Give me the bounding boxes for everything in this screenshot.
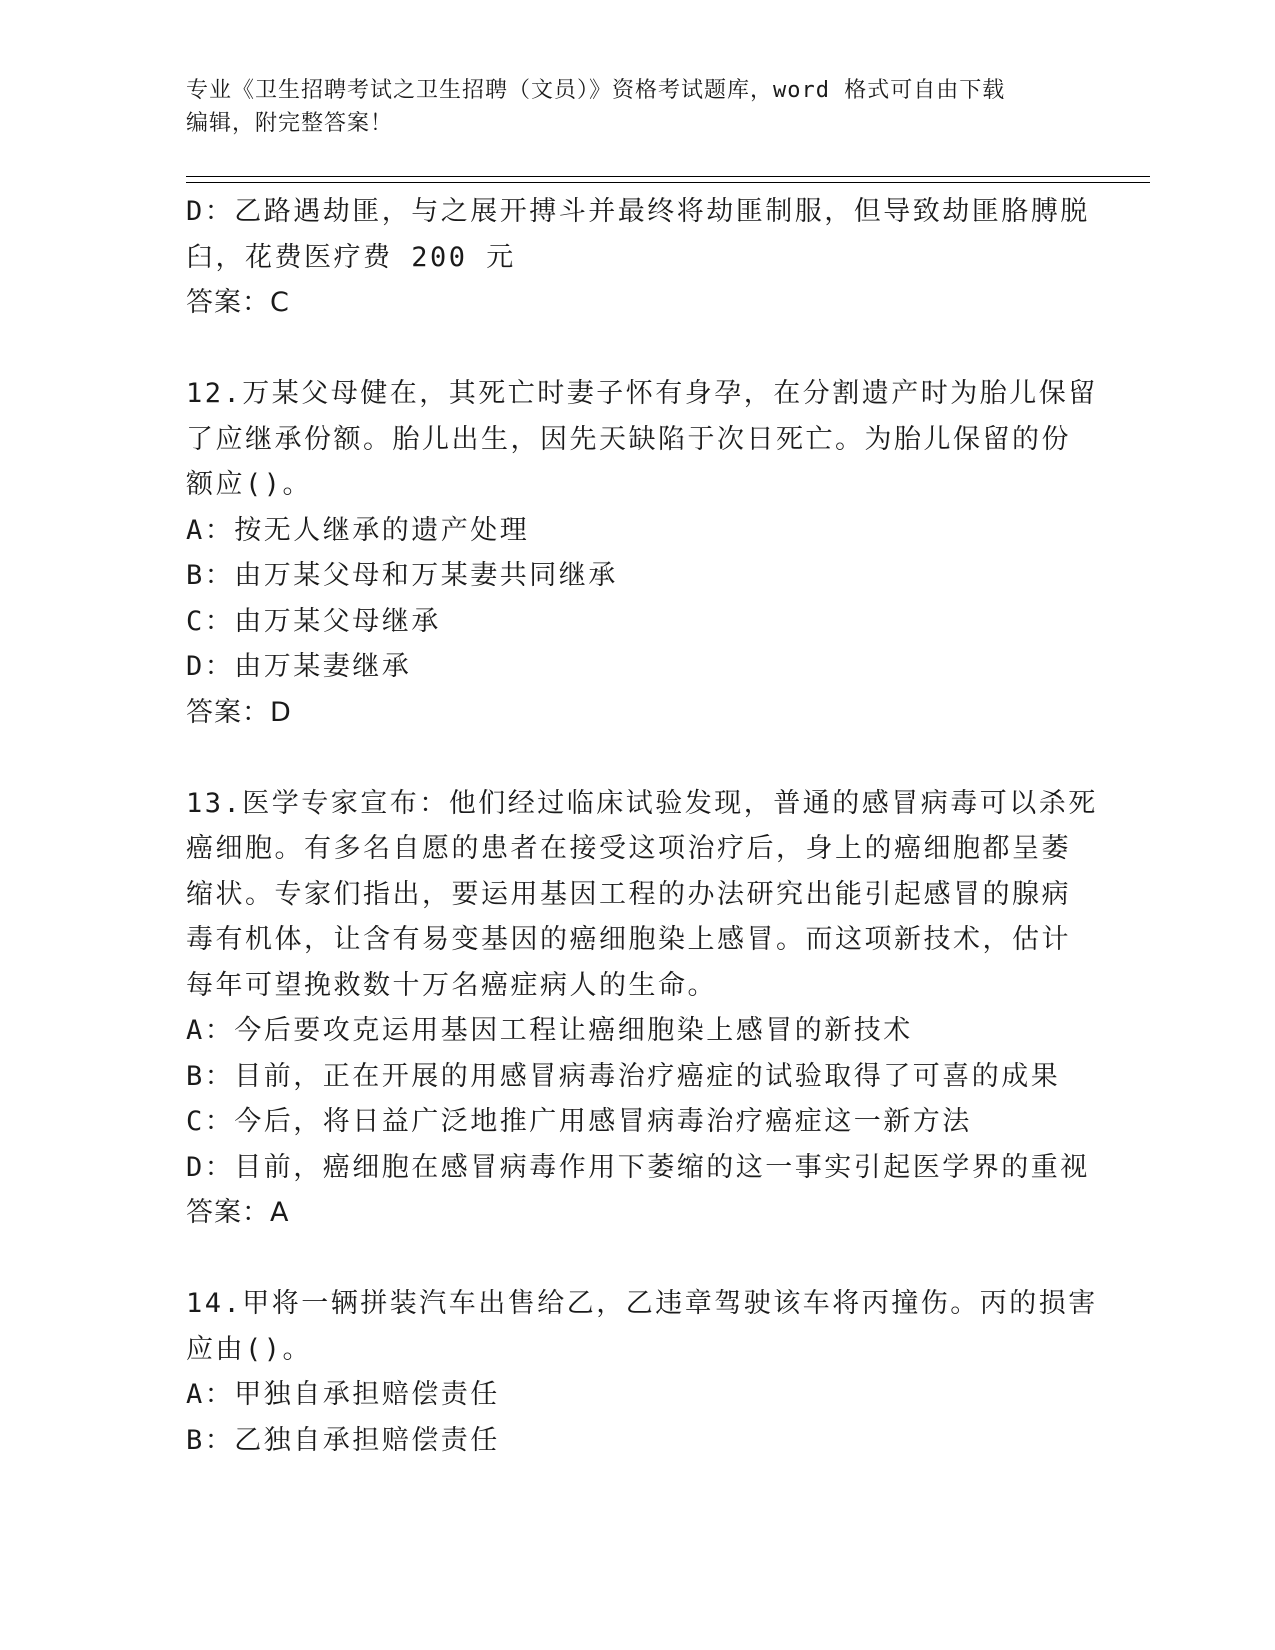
option-a: A：按无人继承的遗产处理 [186,514,530,546]
option-a: A：甲独自承担赔偿责任 [186,1379,500,1410]
question-stem-line: 每年可望挽救数十万名癌症病人的生命。 [186,969,717,1001]
answer-line: 答案：A [186,1197,290,1228]
question-stem-line: 应由()。 [186,1333,313,1365]
document-header [186,74,1086,140]
spacer [186,735,1086,781]
question-stem-line: 毒有机体，让含有易变基因的癌细胞染上感冒。而这项新技术，估计 [186,924,1071,955]
question-content [186,189,1098,1463]
option-d-line-2: 臼，花费医疗费 200 元 [186,241,516,273]
option-b: B：由万某父母和万某妻共同继承 [186,560,618,591]
header-divider-top [186,176,1150,177]
question-stem-line: 额应()。 [186,469,313,500]
option-c: C：由万某父母继承 [186,605,441,637]
question-14 [186,1281,1098,1463]
answer-line: 答案：D [186,696,292,728]
header-divider-bottom [186,182,1150,183]
option-b: B：目前，正在开展的用感冒病毒治疗癌症的试验取得了可喜的成果 [186,1060,1061,1092]
header-line-2: 编辑，附完整答案！ [186,111,394,136]
question-stem-line: 14.甲将一辆拼装汽车出售给乙，乙违章驾驶该车将丙撞伤。丙的损害 [186,1288,1098,1319]
option-b: B：乙独自承担赔偿责任 [186,1424,500,1456]
option-d: D：目前，癌细胞在感冒病毒作用下萎缩的这一事实引起医学界的重视 [186,1151,1090,1183]
spacer [186,1236,1086,1282]
question-stem-line: 癌细胞。有多名自愿的患者在接受这项治疗后，身上的癌细胞都呈萎 [186,833,1071,864]
option-c: C：今后，将日益广泛地推广用感冒病毒治疗癌症这一新方法 [186,1106,972,1137]
answer-line: 答案：C [186,287,290,318]
question-12 [186,371,1098,735]
question-stem-line: 13.医学专家宣布：他们经过临床试验发现，普通的感冒病毒可以杀死 [186,787,1098,819]
question-stem-line: 12.万某父母健在，其死亡时妻子怀有身孕，在分割遗产时为胎儿保留 [186,378,1098,409]
option-d: D：由万某妻继承 [186,651,412,682]
option-a: A：今后要攻克运用基因工程让癌细胞染上感冒的新技术 [186,1015,913,1046]
previous-question-tail [186,189,1090,326]
question-stem-line: 缩状。专家们指出，要运用基因工程的办法研究出能引起感冒的腺病 [186,878,1071,910]
question-stem-line: 了应继承份额。胎儿出生，因先天缺陷于次日死亡。为胎儿保留的份 [186,423,1071,455]
option-d-line-1: D：乙路遇劫匪，与之展开搏斗并最终将劫匪制服，但导致劫匪胳膊脱 [186,196,1090,227]
question-13 [186,781,1098,1236]
header-line-1: 专业《卫生招聘考试之卫生招聘（文员）》资格考试题库，word 格式可自由下载 [186,78,1006,103]
spacer [186,326,1086,372]
